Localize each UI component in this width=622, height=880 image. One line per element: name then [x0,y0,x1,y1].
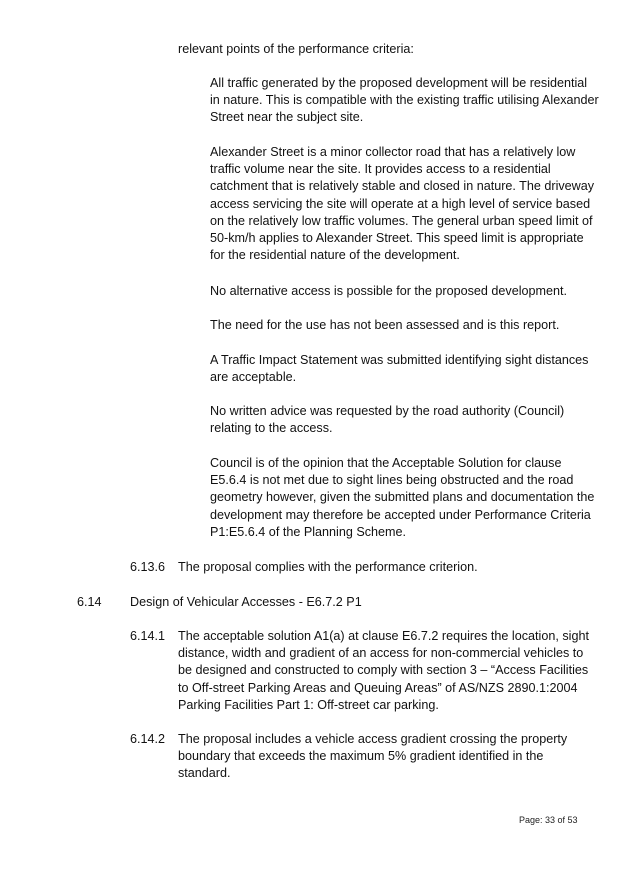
item-text: The proposal includes a vehicle access gradient crossing the property boundary that exceeds the maximum 5% gradient identified in the standard. [178,732,568,781]
item-number: 6.14.2 [130,732,166,746]
page-number: Page: 33 of 53 [519,815,578,825]
criteria-paragraph: No written advice was requested by the road authority (Council) relating to the access. [210,404,565,436]
criteria-paragraph: Council is of the opinion that the Acceptable Solution for clause E5.6.4 is not met due to sight lines being obstructed and the road geometry however, given the submitted plans and documentation the development may therefore be accepted under Performance Criteria P1:E5.6.4 of the Planning Scheme. [210,456,595,539]
section-number: 6.14 [77,595,102,609]
item-number: 6.14.1 [130,629,166,643]
item-text: The acceptable solution A1(a) at clause E6.7.2 requires the location, sight distance, width and gradient of an access for non-commercial vehicles to be designed and constructed to comply with section 3 – “Access Facilities to Off-street Parking Areas and Queuing Areas” of AS/NZS 2890.1:2004 Parking Facilities Part 1: Off-street car parking. [178,629,589,712]
criteria-paragraph: All traffic generated by the proposed development will be residential in nature. This is compatible with the existing traffic utilising Alexander Street near the subject site. [210,76,599,125]
section-title: Design of Vehicular Accesses - E6.7.2 P1 [130,595,362,609]
criteria-paragraph: Alexander Street is a minor collector road that has a relatively low traffic volume near the site. It provides access to a residential catchment that is relatively stable and closed in nature. The driveway access servicing the site will operate at a high level of service based on the relatively low traffic volumes. The general urban speed limit of 50-km/h applies to Alexander Street. This speed limit is appropriate for the residential nature of the development. [210,145,595,263]
criteria-paragraph: The need for the use has not been assessed and is this report. [210,318,560,332]
criteria-paragraph: A Traffic Impact Statement was submitted identifying sight distances are acceptable. [210,353,589,385]
item-text: The proposal complies with the performance criterion. [178,560,478,574]
item-number: 6.13.6 [130,560,166,574]
criteria-paragraph: No alternative access is possible for the proposed development. [210,284,568,298]
intro-text: relevant points of the performance criteria: [178,42,414,56]
